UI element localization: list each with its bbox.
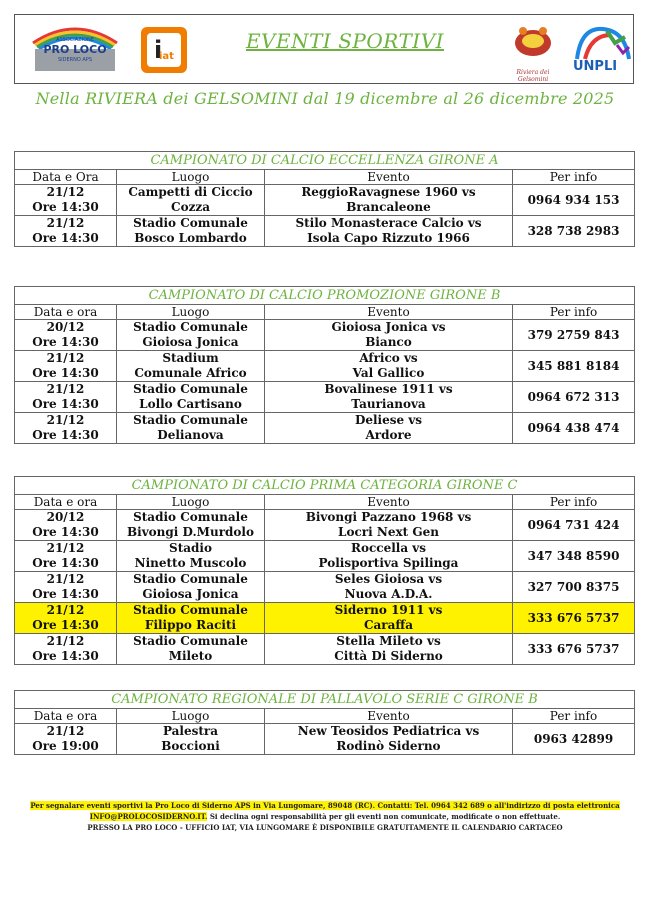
cell-event1: Stilo Monasterace Calcio vs [295,216,482,230]
section-title: CAMPIONATO DI CALCIO ECCELLENZA GIRONE A [15,152,635,170]
column-header: Evento [265,305,513,320]
cell-event1: Africo vs [359,351,418,365]
cell-info: 347 348 8590 [527,548,620,563]
table-row [15,510,635,541]
cell-place2: Delianova [157,428,224,442]
cell-info: 327 700 8375 [527,579,620,594]
cell-time: Ore 14:30 [32,587,99,601]
table-cell [513,413,635,444]
cell-info: 333 676 5737 [527,641,620,656]
table-cell [15,634,117,665]
cell-info: 0964 731 424 [527,517,620,532]
cell-info: 345 881 8184 [527,358,620,373]
column-header: Per info [513,495,635,510]
column-header: Data e Ora [15,170,117,185]
table-row [15,572,635,603]
cell-event1: Gioiosa Jonica vs [331,320,446,334]
cell-place2: Gioiosa Jonica [142,335,239,349]
cell-date: 21/12 [46,351,85,365]
column-header: Per info [513,305,635,320]
column-header: Luogo [117,305,265,320]
cell-time: Ore 14:30 [32,618,99,632]
table-cell [117,320,265,351]
table-cell [513,572,635,603]
cell-date: 21/12 [46,603,85,617]
header-box [14,14,634,84]
table-cell [117,413,265,444]
table-cell [15,724,117,755]
cell-place2: Comunale Africo [134,366,247,380]
table-cell [513,382,635,413]
table-cell [15,572,117,603]
column-header: Luogo [117,170,265,185]
table-cell [117,724,265,755]
table-cell [15,413,117,444]
table-row [15,634,635,665]
cell-event2: Città Di Siderno [334,649,443,663]
cell-place2: Mileto [168,649,213,663]
footer-line-3: PRESSO LA PRO LOCO - UFFICIO IAT, VIA LUNGOMARE È DISPONIBILE GRATUITAMENTE IL CALENDARIO CARTACEO [87,823,563,832]
cell-place2: Bivongi D.Murdolo [127,525,254,539]
cell-place2: Boccioni [161,739,220,753]
table-cell [513,216,635,247]
cell-time: Ore 14:30 [32,428,99,442]
cell-event2: Bianco [365,335,412,349]
table-cell [117,603,265,634]
column-header: Data e ora [15,305,117,320]
table-cell [117,510,265,541]
cell-place2: Cozza [171,200,210,214]
table-cell [265,413,513,444]
table-cell [15,541,117,572]
events-table [14,690,635,755]
cell-date: 21/12 [46,634,85,648]
section-title: CAMPIONATO DI CALCIO PROMOZIONE GIRONE B [15,287,635,305]
cell-date: 21/12 [46,185,85,199]
section-title: CAMPIONATO REGIONALE DI PALLAVOLO SERIE C GIRONE B [15,691,635,709]
cell-event2: Caraffa [363,618,414,632]
table-row [15,185,635,216]
cell-place1: Stadio Comunale [133,413,248,427]
table-cell [15,185,117,216]
cell-date: 20/12 [46,320,85,334]
table-cell [265,634,513,665]
cell-place1: Palestra [162,724,219,738]
cell-event1: Roccella vs [350,541,427,555]
column-header: Evento [265,709,513,724]
cell-time: Ore 14:30 [32,366,99,380]
column-header: Evento [265,170,513,185]
cell-place2: Ninetto Muscolo [134,556,247,570]
table-cell [513,541,635,572]
events-table [14,286,635,444]
cell-event2: Val Gallico [352,366,425,380]
cell-place1: Stadio Comunale [133,216,248,230]
table-cell [265,724,513,755]
table-row [15,603,635,634]
cell-time: Ore 14:30 [32,335,99,349]
cell-place2: Gioiosa Jonica [142,587,239,601]
cell-event2: Brancaleone [346,200,431,214]
cell-event1: New Teosidos Pediatrica vs [297,724,480,738]
cell-place1: Stadio Comunale [133,510,248,524]
cell-event1: Seles Gioiosa vs [334,572,443,586]
svg-text:PRO LOCO: PRO LOCO [43,43,107,56]
column-header: Per info [513,170,635,185]
table-cell [15,382,117,413]
table-cell [117,185,265,216]
cell-info: 0963 42899 [533,731,614,746]
cell-date: 20/12 [46,510,85,524]
cell-place1: Stadio Comunale [133,572,248,586]
table-cell [265,216,513,247]
table-cell [265,320,513,351]
cell-time: Ore 14:30 [32,231,99,245]
table-cell [265,541,513,572]
cell-event2: Ardore [365,428,412,442]
cell-info: 333 676 5737 [527,610,620,625]
cell-date: 21/12 [46,724,85,738]
cell-event1: Siderno 1911 vs [334,603,443,617]
cell-event2: Locri Next Gen [338,525,439,539]
cell-place2: Lollo Cartisano [139,397,242,411]
table-cell [265,382,513,413]
table-cell [117,572,265,603]
svg-text:ASSOCIAZIONE: ASSOCIAZIONE [56,37,94,43]
footer-notice [0,800,650,833]
table-row [15,724,635,755]
cell-time: Ore 19:00 [32,739,99,753]
table-row [15,216,635,247]
cell-date: 21/12 [46,216,85,230]
table-row [15,413,635,444]
cell-time: Ore 14:30 [32,649,99,663]
table-cell [117,351,265,382]
table-row [15,541,635,572]
pro-loco-logo [29,21,121,73]
table-cell [117,541,265,572]
footer-line-1: Per segnalare eventi sportivi la Pro Loco di Siderno APS in Via Lungomare, 89048 (RC). Contatti: Tel. 0964 342 689 o all'indirizzo di posta elettronica [30,801,620,810]
cell-date: 21/12 [46,572,85,586]
column-header: Data e ora [15,495,117,510]
cell-place1: Campetti di Ciccio [128,185,253,199]
table-cell [513,320,635,351]
column-header: Per info [513,709,635,724]
table-cell [117,634,265,665]
unpli-logo: UNPLI [571,23,635,79]
events-table [14,476,635,665]
table-cell [265,185,513,216]
cell-place1: Stadio [169,541,212,555]
events-table [14,151,635,247]
table-cell [117,382,265,413]
cell-place2: Bosco Lombardo [134,231,247,245]
cell-event1: ReggioRavagnese 1960 vs [301,185,476,199]
section-title: CAMPIONATO DI CALCIO PRIMA CATEGORIA GIRONE C [15,477,635,495]
cell-place1: Stadium [162,351,219,365]
cell-event2: Polisportiva Spilinga [318,556,459,570]
column-header: Evento [265,495,513,510]
cell-place2: Filippo Raciti [144,618,237,632]
table-cell [265,510,513,541]
cell-event2: Nuova A.D.A. [344,587,433,601]
cell-time: Ore 14:30 [32,397,99,411]
column-header: Data e ora [15,709,117,724]
date-range-subtitle: Nella RIVIERA dei GELSOMINI dal 19 dicembre al 26 dicembre 2025 [35,89,615,108]
table-cell [513,510,635,541]
table-row [15,351,635,382]
table-cell [15,603,117,634]
table-cell [265,572,513,603]
table-cell [15,216,117,247]
table-cell [265,351,513,382]
riviera-logo: Riviera dei Gelsomini [505,19,561,77]
cell-time: Ore 14:30 [32,525,99,539]
table-row [15,382,635,413]
cell-date: 21/12 [46,382,85,396]
table-cell [513,634,635,665]
cell-event1: Stella Mileto vs [336,634,441,648]
cell-event2: Isola Capo Rizzuto 1966 [307,231,470,245]
cell-place1: Stadio Comunale [133,603,248,617]
table-cell [513,185,635,216]
cell-event1: Deliese vs [354,413,423,427]
column-header: Luogo [117,709,265,724]
column-header: Luogo [117,495,265,510]
cell-event1: Bivongi Pazzano 1968 vs [305,510,472,524]
cell-time: Ore 14:30 [32,556,99,570]
cell-info: 379 2759 843 [527,327,620,342]
cell-event2: Rodinò Siderno [336,739,441,753]
table-cell [513,351,635,382]
cell-info: 328 738 2983 [527,223,620,238]
iat-logo: i iat [141,27,187,73]
cell-place1: Stadio Comunale [133,320,248,334]
svg-text:SIDERNO APS: SIDERNO APS [57,57,93,63]
table-cell [15,510,117,541]
cell-info: 0964 438 474 [527,420,620,435]
table-cell [513,724,635,755]
cell-event1: Bovalinese 1911 vs [324,382,453,396]
table-cell [265,603,513,634]
cell-date: 21/12 [46,541,85,555]
cell-place1: Stadio Comunale [133,634,248,648]
table-cell [15,351,117,382]
cell-place1: Stadio Comunale [133,382,248,396]
cell-info: 0964 934 153 [527,192,620,207]
cell-time: Ore 14:30 [32,200,99,214]
footer-line-2: INFO@PROLOCOSIDERNO.IT. Si declina ogni responsabilità per gli eventi non comunicate, modificate o non effettuate. [89,812,561,821]
table-cell [117,216,265,247]
table-cell [15,320,117,351]
table-row [15,320,635,351]
page-title: EVENTI SPORTIVI [245,29,445,53]
table-cell [513,603,635,634]
cell-info: 0964 672 313 [527,389,620,404]
cell-event2: Taurianova [351,397,426,411]
cell-date: 21/12 [46,413,85,427]
